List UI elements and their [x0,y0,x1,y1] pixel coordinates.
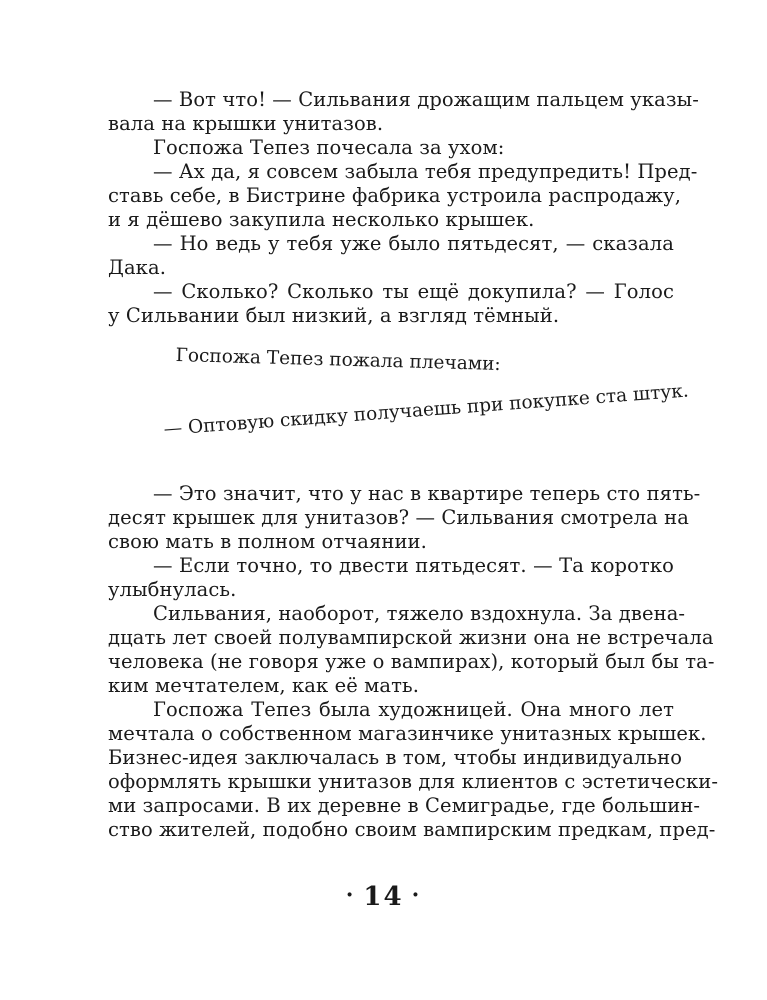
text-line: ким мечтателем, как её мать. [108,674,420,697]
text-line: человека (не говоря уже о вампирах), который был бы та- [108,650,715,673]
text-line: — Вот что! — Сильвания дрожащим пальцем указы- [153,88,699,111]
text-line: — Ах да, я совсем забыла тебя предупредить! Пред- [153,160,698,183]
tilted-text-line: — Оптовую скидку получаешь при покупке ста штук. [163,380,690,440]
text-line: — Но ведь у тебя уже было пятьдесят, — сказала [153,232,674,255]
text-line: Бизнес-идея заключалась в том, чтобы индивидуально [108,746,683,769]
text-line: — Если точно, то двести пятьдесят. — Та коротко [153,554,674,577]
text-line: вала на крышки унитазов. [108,112,384,135]
page-number [0,882,767,912]
text-line: Дака. [108,256,166,279]
text-line: дцать лет своей полувампирской жизни она не встречала [108,626,714,649]
text-line: Госпожа Тепез почесала за ухом: [153,136,505,159]
text-line: — Это значит, что у нас в квартире теперь сто пять- [153,482,701,505]
text-line: свою мать в полном отчаянии. [108,530,427,553]
text-line: у Сильвании был низкий, а взгляд тёмный. [108,304,560,327]
text-line: улыбнулась. [108,578,237,601]
text-line: Госпожа Тепез была художницей. Она много лет [153,698,674,721]
folio-dot-right: · [411,882,422,908]
page-number-value: 14 [363,882,404,912]
text-line: мечтала о собственном магазинчике унитазных крышек. [108,722,707,745]
text-line: ство жителей, подобно своим вампирским предкам, пред- [108,818,716,841]
text-line: ми запросами. В их деревне в Семиградье, где большин- [108,794,701,817]
text-line: десят крышек для унитазов? — Сильвания смотрела на [108,506,689,529]
text-line: оформлять крышки унитазов для клиентов с эстетически- [108,770,719,793]
folio-dot-left: · [345,882,356,908]
text-line: и я дёшево закупила несколько крышек. [108,208,535,231]
text-line: Сильвания, наоборот, тяжело вздохнула. За двена- [153,602,686,625]
text-line: — Сколько? Сколько ты ещё докупила? — Голос [153,280,674,303]
text-line: ставь себе, в Бистрине фабрика устроила распродажу, [108,184,682,207]
tilted-text-line: Госпожа Тепез пожала плечами: [175,345,501,376]
